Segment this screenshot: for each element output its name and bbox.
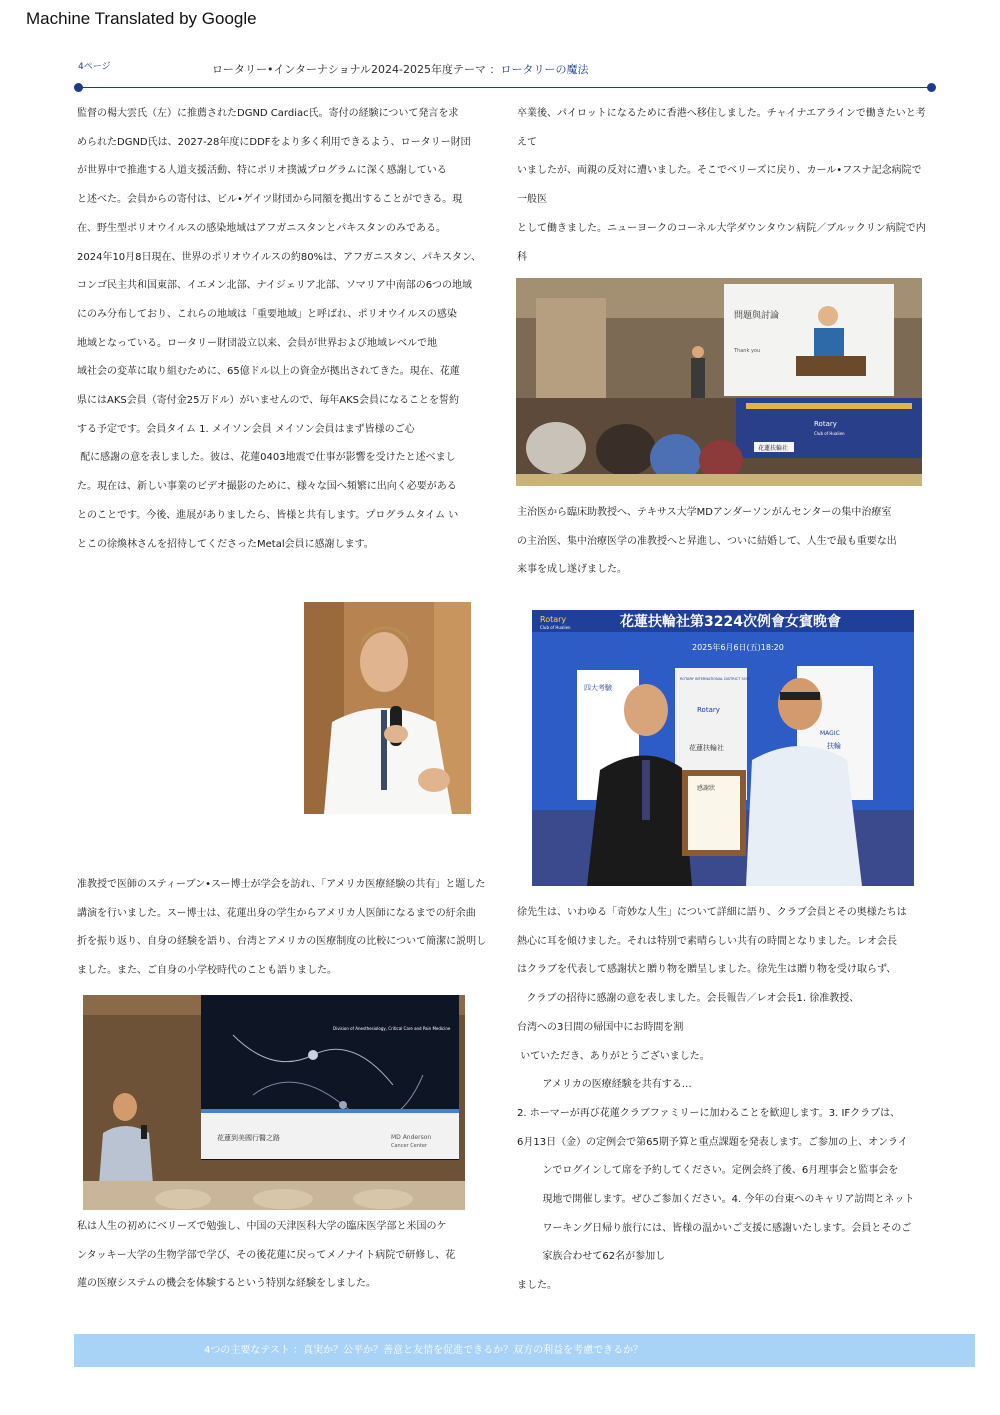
header-rule [80, 87, 931, 88]
seminar-banner-logo: Rotary [814, 420, 837, 428]
article-left-lecture: 准教授で医師のスティーブン•スー博士が学会を訪れ、「アメリカ医療経験の共有」と題した 講演を行いました。スー博士は、花蓮出身の学生からアメリカ人医師になるまでの紆余曲 折を振り返り、自身の経験を語り、台湾とアメリカの医療制度の比較について簡潔に説明し ました。また、ご自身の小学校時代のことも語りました。 [77, 879, 487, 977]
award-banner-logo: Rotary [540, 615, 567, 624]
award-panel-right-title: MAGIC [820, 730, 840, 737]
lecture-slide-logo-main: MD Anderson [391, 1134, 432, 1141]
award-banner-date: 2025年6月6日(五)18:20 [692, 643, 784, 652]
four-way-test-text: 4つの主要なテスト ：真実か？公平か？善意と友情を促進できるか？双方の利益を考慮できるか？ [204, 1345, 644, 1356]
header-theme: ロータリーの魔法 [500, 63, 589, 76]
header-title-prefix: ロータリー•インターナショナル2024-2025年度テーマ ： [212, 63, 501, 76]
award-panel-left-title: 四大考驗 [584, 684, 612, 692]
article-right-president-report: 徐先生は、いわゆる「奇妙な人生」について詳細に語り、クラブ会員とその奥様たちは 熱心に耳を傾けました。それは特別で素晴らしい共有の時間となりました。レオ会長 はクラブを代表して感謝状と贈り物を贈呈しました。徐先生は贈り物を受け取らず、 クラブの招待に感謝の意を表しました。会長報告／レオ会長1. 徐准教授、 台湾への3日間の帰国中にお時間を割 いていただき、ありがとうございました。 アメリカの医療経験を共有する… 2. ホーマーが再び花蓮クラブファミリーに加わることを歓迎します。3. IFクラブは、 6月13日（金）の定例会で第65期予算と重点課題を発表します。ご参加の上、オンライ ンでログインして席を予約してください。定例会終了後、6月理事会と監事会を 現地で開催します。ぜひご参加ください。4. 今年の台東へのキャリア訪問とネット ワーキング日帰り旅行には、皆様の温かいご支援に感謝いたします。会員とそのご 家族合わせて62名が参加し ました。 [517, 907, 915, 1292]
lecture-slide-title: Division of Anesthesiology, Critical Care and Pain Medicine [333, 1026, 451, 1031]
award-certificate-title: 感謝狀 [697, 785, 716, 792]
award-panel-right-sign: 扶輪 [827, 742, 841, 750]
article-left-polio: 監督の楊大雲氏（左）に推薦されたDGND Cardiac氏。寄付の経験について発言を求 められたDGND氏は、2027-28年度にDDFをより多く利用できるよう、ロータリー財団 が世界中で推進する人道支援活動、特にポリオ撲滅プログラムに深く感謝している と述べた。会員からの寄付は、ビル•ゲイツ財団から同額を拠出することができる。現 在、野生型ポリオウイルスの感染地域はアフガニスタンとパキスタンのみである。 2024年10月8日現在、世界のポリオウイルスの約80%は、アフガニスタン、パキスタン、 コンゴ民主共和国東部、イエメン北部、ナイジェリア北部、ソマリア中南部の6つの地域 にのみ分布しており、これらの地域は「重要地域」と呼ばれ、ポリオウイルスの感染 地域となっている。ロータリー財団設立以来、会員が世界および地域レベルで地 域社会の変革に取り組むために、65億ドル以上の資金が拠出されてきた。現在、花蓮 県にはAKS会員（寄付金25万ドル）がいませんので、毎年AKS会員になることを誓約 する予定です。会員タイム 1. メイソン会員 メイソン会員はまず皆様のご心 配に感謝の意を表しました。彼は、花蓮0403地震で仕事が影響を受けたと述べまし た。現在は、新しい事業のビデオ撮影のために、様々な国へ頻繁に出向く必要がある とのことです。今後、進展がありましたら、皆様と共有します。プログラムタイム い とこの徐煥林さんを招待してくださったMetal会員に感謝します。 [77, 108, 482, 550]
article-right-promotion: 主治医から臨床助教授へ、テキサス大学MDアンダーソンがんセンターの集中治療室 の主治医、集中治療医学の准教授へと昇進し、ついに結婚して、人生で最も重要な出 来事を成し遂げました。 [517, 507, 897, 576]
seminar-slide-line: Thank you [734, 348, 761, 354]
header-title [212, 61, 589, 77]
award-banner-sub: Club of Hualien [540, 625, 571, 630]
award-banner-title: 花蓮扶輪社第3224次例會女賓晚會 [620, 614, 841, 630]
photo-member-speaking [304, 602, 471, 814]
article-left-education: 私は人生の初めにベリーズで勉強し、中国の天津医科大学の臨床医学部と米国のケ ンタッキー大学の生物学部で学び、その後花蓮に戻ってメノナイト病院で研修し、花 蓮の医療システムの機会を体験するという特別な経験をしました。 [77, 1221, 456, 1290]
machine-translation-banner: Machine Translated by Google [26, 9, 257, 28]
award-panel-mid-sign: 花蓮扶輪社 [689, 744, 724, 752]
lecture-slide-logo-sub: Cancer Center [391, 1143, 428, 1149]
photo-doctor-lecture [83, 995, 465, 1210]
four-way-test-footer [74, 1334, 975, 1367]
header-rule-right-dot [927, 83, 936, 92]
article-right-career: 卒業後、パイロットになるために香港へ移住しました。チャイナエアラインで働きたいと考えて いましたが、両親の反対に遭いました。そこでベリーズに戻り、カール•フスナ記念病院で一般医 として働きました。ニューヨークのコーネル大学ダウンタウン病院／ブルックリン病院で内科 [517, 108, 926, 263]
seminar-slide-title: 問題與討論 [734, 311, 780, 321]
seminar-table-sign: 花蓮扶輪社 [758, 445, 789, 452]
lecture-slide-caption: 花蓮到美國行醫之路 [217, 1134, 280, 1142]
award-panel-mid-title: ROTARY INTERNATIONAL DISTRICT 3490 [680, 677, 751, 681]
award-panel-mid-logo: Rotary [697, 706, 720, 714]
photo-certificate-presentation [532, 610, 914, 886]
page-number-label: 4ページ [78, 62, 111, 72]
seminar-banner-sub: Club of Hualien [814, 431, 845, 436]
photo-seminar-room [516, 278, 922, 486]
